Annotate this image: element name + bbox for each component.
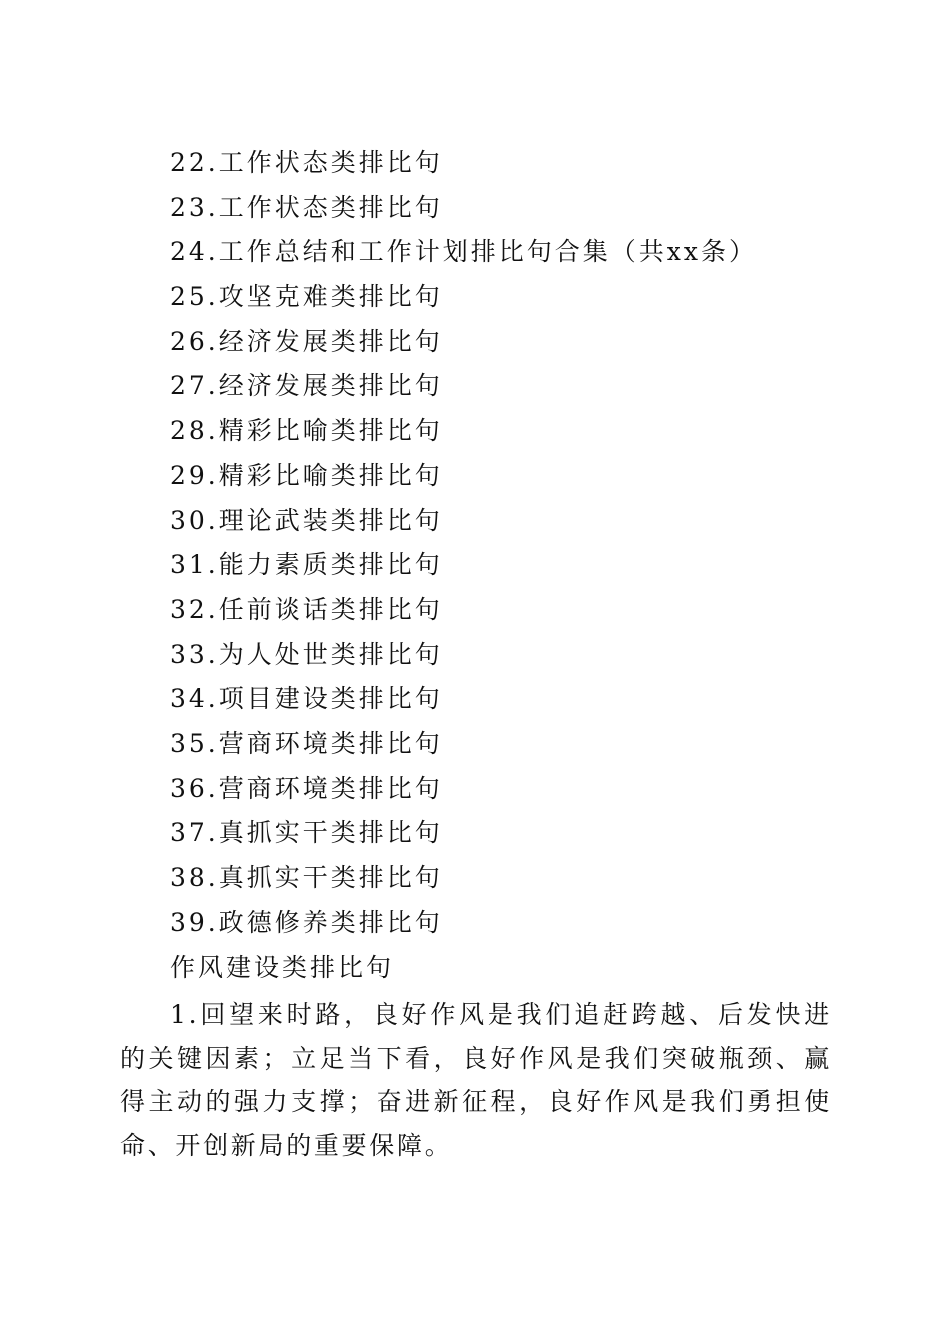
toc-item: 30.理论武装类排比句 (170, 505, 443, 535)
toc-item: 26.经济发展类排比句 (170, 326, 443, 356)
toc-item: 24.工作总结和工作计划排比句合集（共xx条） (170, 237, 757, 267)
toc-item: 36.营商环境类排比句 (170, 773, 443, 803)
toc-item: 22.工作状态类排比句 (170, 148, 443, 177)
toc-item: 33.为人处世类排比句 (170, 639, 443, 669)
toc-item: 35.营商环境类排比句 (170, 728, 443, 758)
body-paragraph: 1.回望来时路，良好作风是我们追赶跨越、后发快进的关键因素；立足当下看，良好作风是我们突破瓶颈、赢得主动的强力支撑；奋进新征程，良好作风是我们勇担使命、开创新局的重要保障。 (120, 1000, 832, 1160)
toc-item: 37.真抓实干类排比句 (170, 818, 443, 848)
toc-item: 39.政德修养类排比句 (170, 907, 443, 937)
toc-item: 28.精彩比喻类排比句 (170, 416, 443, 446)
toc-item: 25.攻坚克难类排比句 (170, 282, 443, 312)
toc-item: 29.精彩比喻类排比句 (170, 460, 443, 490)
toc-item: 31.能力素质类排比句 (170, 550, 443, 580)
toc-item: 23.工作状态类排比句 (170, 192, 443, 222)
toc-item: 38.真抓实干类排比句 (170, 863, 443, 892)
section-heading: 作风建设类排比句 (170, 953, 395, 982)
toc-item: 27.经济发展类排比句 (170, 371, 443, 401)
toc-item: 32.任前谈话类排比句 (170, 594, 443, 624)
toc-item: 34.项目建设类排比句 (170, 684, 443, 714)
table-of-contents (170, 143, 757, 947)
